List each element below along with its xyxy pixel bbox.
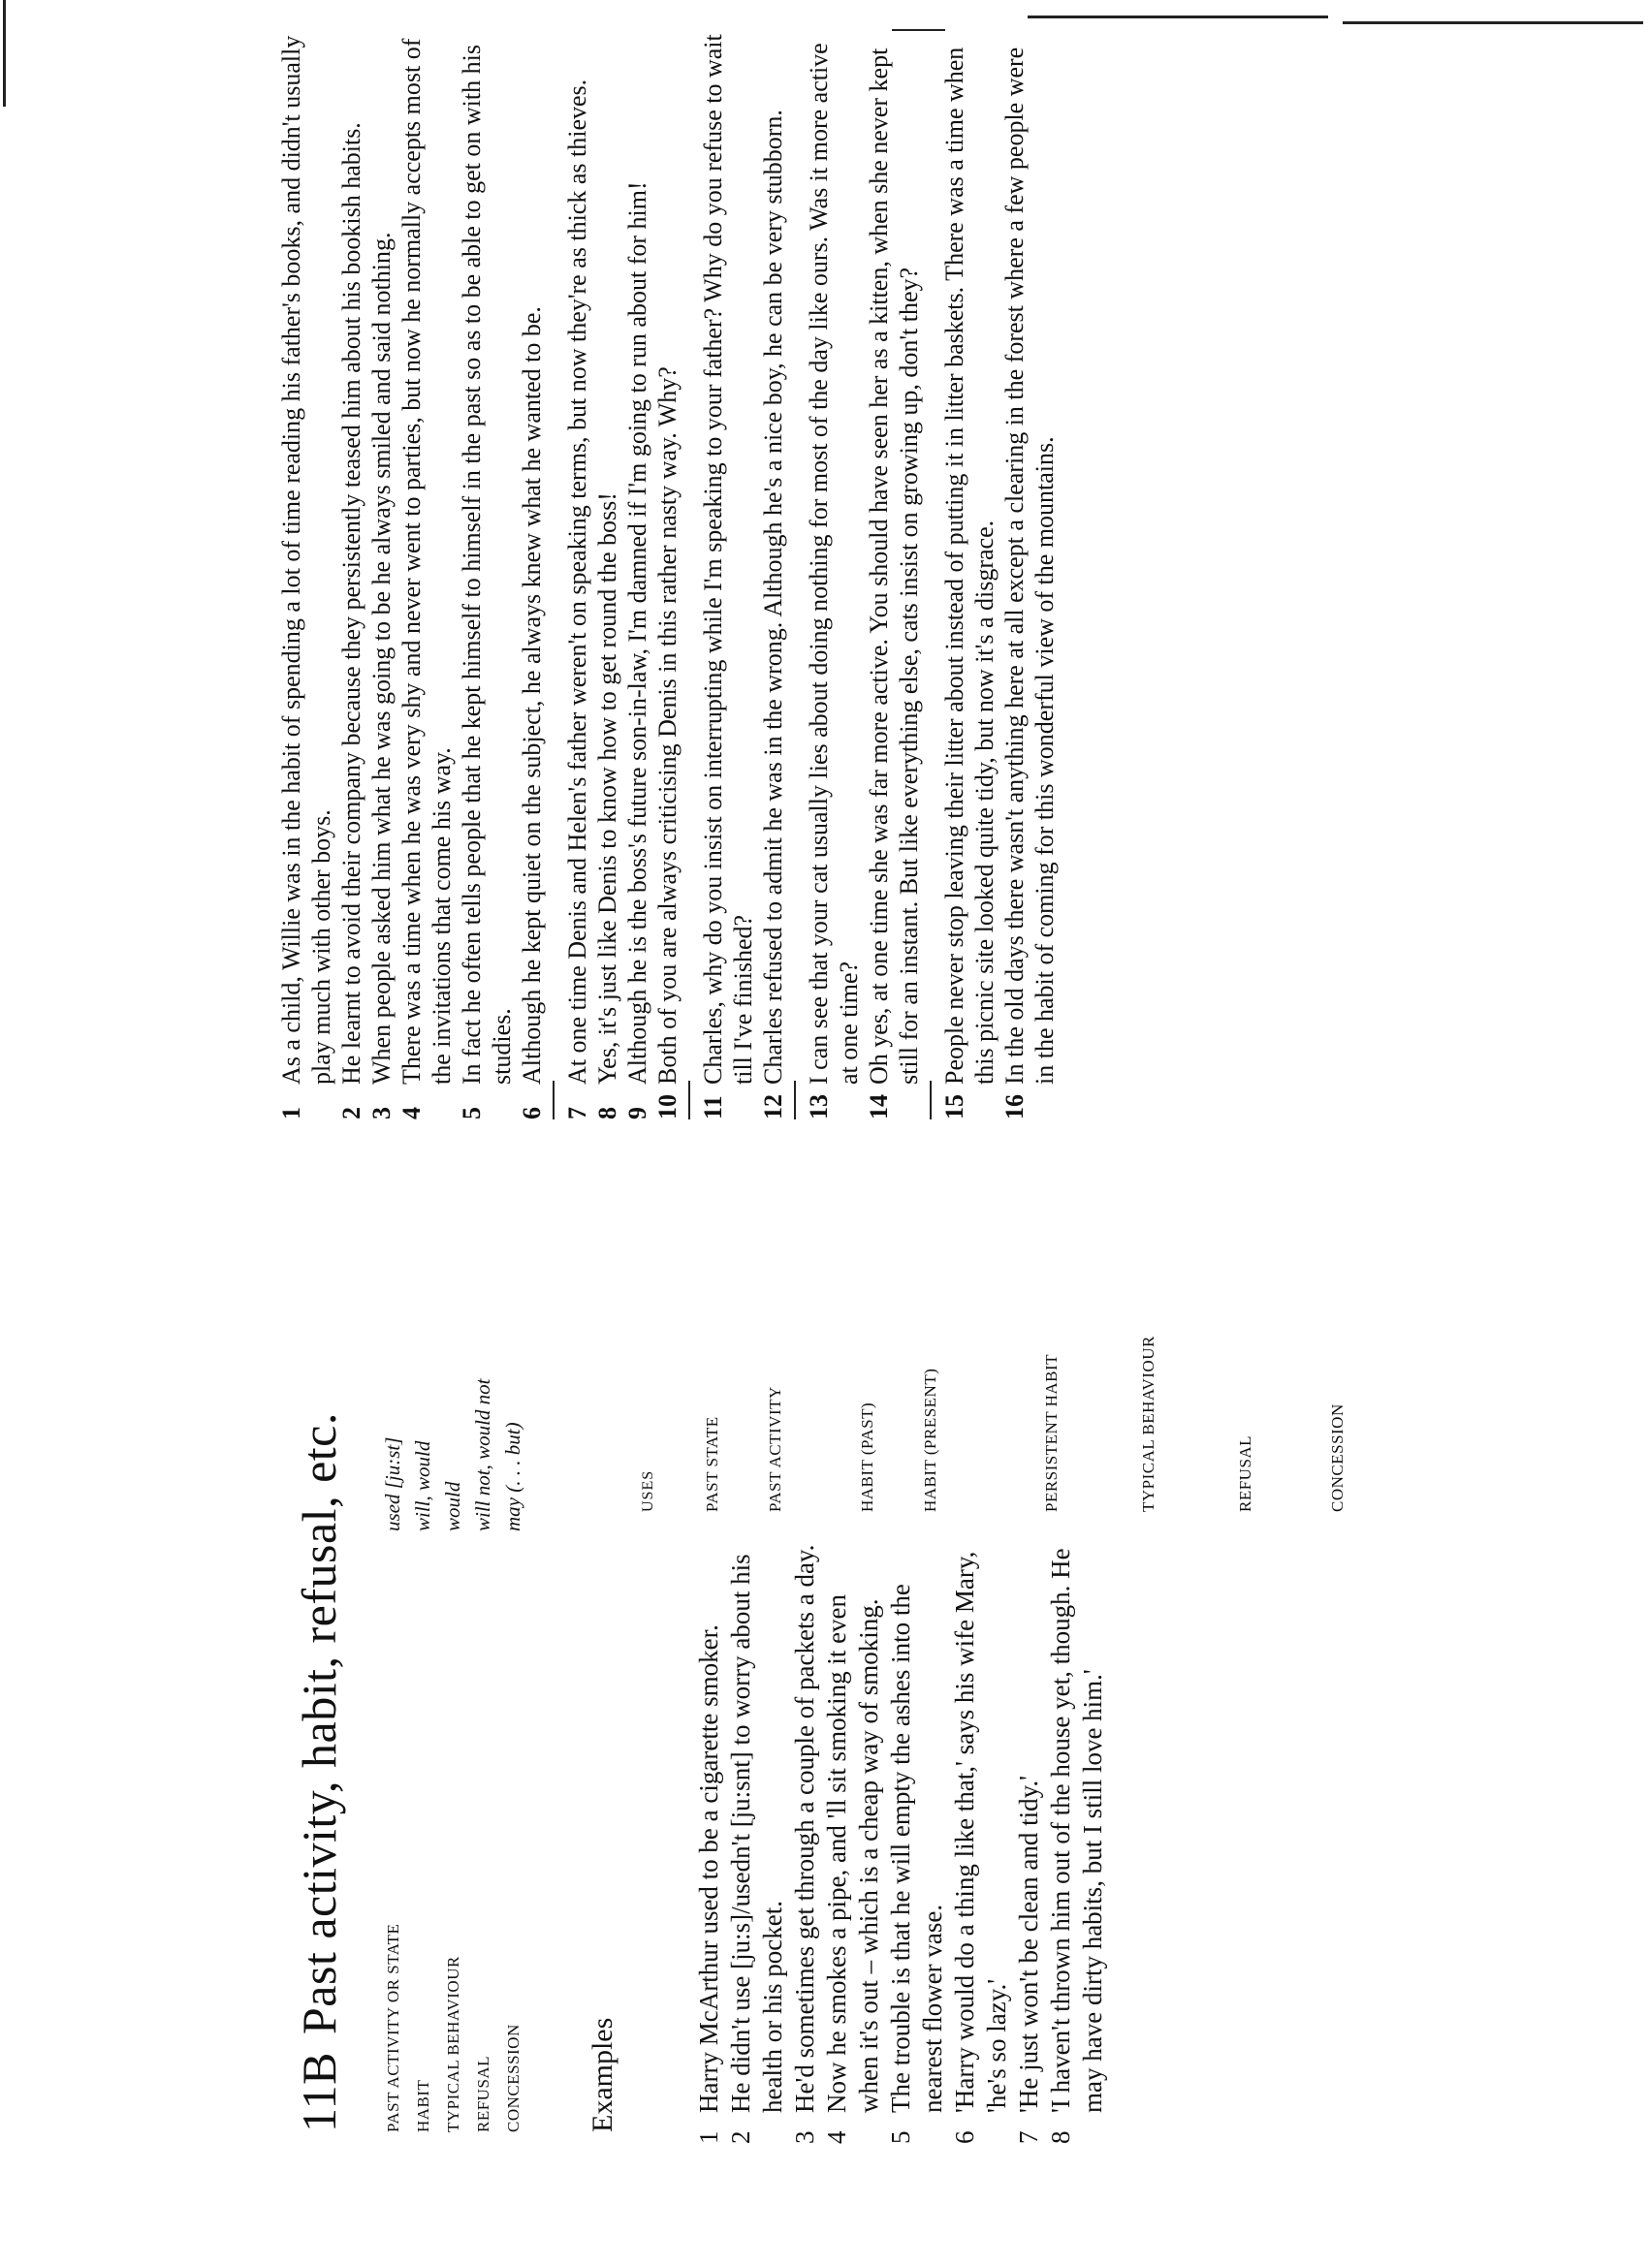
sentence-text: Although he kept quiet on the subject, he always knew what he wanted to be.	[518, 306, 546, 1085]
sentence-item	[864, 34, 924, 1119]
sentence-number: 13	[805, 1094, 833, 1119]
section-divider	[930, 1081, 932, 1119]
example-number: 1	[694, 2130, 723, 2144]
sentence-text: Both of you are always criticising Denis in this rather nasty way. Why?	[653, 366, 682, 1085]
example-item	[949, 1543, 1013, 2144]
example-item	[725, 1543, 789, 2144]
summary-label: REFUSAL	[474, 2055, 492, 2132]
sentence-number: 7	[563, 1107, 591, 1119]
example-text: Harry McArthur used to be a cigarette smoker.	[694, 1624, 723, 2113]
sentence-number: 2	[337, 1107, 365, 1119]
section-divider	[794, 1081, 796, 1119]
sentence-text: In fact he often tells people that he kept himself to himself in the past so as to be able to get on with his studies.	[458, 45, 516, 1085]
example-text: Now he smokes a pipe, and 'll sit smoking it even when it's out – which is a cheap way of smoking.	[822, 1593, 883, 2113]
sentence-number: 9	[623, 1107, 651, 1119]
sentence-number: 11	[699, 1095, 727, 1119]
sentence-item	[804, 34, 864, 1119]
sentence-item	[276, 34, 336, 1119]
summary-form: will not, would not	[471, 1378, 494, 1531]
example-text: The trouble is that he will empty the ashes into the nearest flower vase.	[886, 1584, 947, 2113]
example-number: 2	[726, 2130, 755, 2144]
sentence-text: Charles, why do you insist on interrupting while I'm speaking to your father? Why do you refuse to wait till I've finished?	[699, 34, 757, 1085]
summary-form: may (. . . but)	[501, 1422, 524, 1531]
sentence-text: I can see that your cat usually lies about doing nothing for most of the day like ours. Was it more active at one time?	[805, 43, 863, 1085]
example-text: 'He just won't be clean and tidy.'	[1014, 1775, 1043, 2113]
sentence-number: 4	[397, 1107, 426, 1119]
use-label: TYPICAL BEHAVIOUR	[1139, 1336, 1157, 1512]
sentence-number: 10	[653, 1094, 682, 1119]
use-label: HABIT (PRESENT)	[921, 1368, 939, 1512]
use-label: PAST ACTIVITY	[766, 1386, 784, 1512]
sentence-number: 8	[593, 1107, 621, 1119]
sentence-item	[457, 34, 517, 1119]
sentence-text: He learnt to avoid their company because they persistently teased him about his bookish habits.	[337, 122, 365, 1085]
use-label: REFUSAL	[1236, 1434, 1254, 1512]
unit-number: 11B	[292, 2052, 346, 2132]
sentence-number: 3	[367, 1107, 396, 1119]
example-number: 8	[1046, 2130, 1075, 2144]
example-number: 6	[950, 2130, 979, 2144]
unit-title: Past activity, habit, refusal, etc.	[292, 1412, 346, 2034]
example-item	[693, 1543, 725, 2144]
example-text: He'd sometimes get through a couple of packets a day.	[790, 1544, 819, 2113]
sentence-item	[698, 34, 758, 1119]
sentence-item	[622, 34, 652, 1119]
sentence-item	[592, 34, 622, 1119]
sentence-item	[562, 34, 592, 1119]
use-label: PAST STATE	[703, 1416, 721, 1512]
sentence-text: People never stop leaving their litter about instead of putting it in litter baskets. There was a time when this picnic site looked quite tidy, but now it's a disgrace.	[940, 47, 999, 1085]
sentence-number: 6	[518, 1107, 546, 1119]
example-number: 3	[790, 2130, 819, 2144]
sentence-number: 16	[1000, 1094, 1029, 1119]
section-divider	[553, 1081, 555, 1119]
sentence-text: Although he is the boss's future son-in-law, I'm damned if I'm going to run about for him!	[623, 181, 651, 1085]
examples-list	[693, 1543, 1109, 2144]
summary-form: will, would	[411, 1440, 434, 1531]
sentence-text: Oh yes, at one time she was far more active. You should have seen her as a kitten, when she never kept still for an instant. But like everything else, cats insist on growing up, don't they?	[865, 47, 923, 1085]
sentence-number: 1	[277, 1107, 305, 1119]
summary-labels	[378, 1924, 528, 2132]
example-item	[1045, 1543, 1109, 2144]
sentence-text: As a child, Willie was in the habit of spending a lot of time reading his father's books, and didn't usually play much with other boys.	[277, 35, 335, 1085]
example-text: 'Harry would do a thing like that,' says his wife Mary, 'he's so lazy.'	[950, 1551, 1011, 2113]
use-label: CONCESSION	[1328, 1403, 1347, 1512]
exercise-sentences	[276, 34, 1060, 1119]
summary-form: used [ju:st]	[381, 1436, 404, 1531]
summary-forms	[378, 1378, 528, 1531]
sentence-text: Yes, it's just like Denis to know how to get round the boss!	[593, 492, 621, 1085]
example-item	[821, 1543, 885, 2144]
sentence-item	[336, 34, 366, 1119]
example-item	[789, 1543, 821, 2144]
example-text: 'I haven't thrown him out of the house yet, though. He may have dirty habits, but I still love him.'	[1046, 1548, 1107, 2113]
sentence-item	[517, 34, 547, 1119]
use-label: PERSISTENT HABIT	[1042, 1353, 1061, 1512]
sentence-number: 15	[940, 1094, 968, 1119]
example-item	[1013, 1543, 1045, 2144]
examples-heading: Examples	[587, 2017, 618, 2132]
sentence-number: 5	[458, 1107, 486, 1119]
example-item	[885, 1543, 949, 2144]
summary-label: PAST ACTIVITY OR STATE	[384, 1923, 402, 2132]
example-text: He didn't use [ju:s]/usedn't [ju:snt] to worry about his health or his pocket.	[726, 1554, 787, 2113]
sentence-item	[366, 34, 396, 1119]
sentence-text: Charles refused to admit he was in the wrong. Although he's a nice boy, he can be very stubborn.	[759, 110, 787, 1085]
sentence-text: At one time Denis and Helen's father weren't on speaking terms, but now they're as thick as thieves.	[563, 79, 591, 1085]
sentence-text: In the old days there wasn't anything here at all except a clearing in the forest where a few people were in the habit of coming for this wonderful view of the mountains.	[1000, 47, 1059, 1085]
sentence-item	[396, 34, 457, 1119]
sentence-item	[758, 34, 788, 1119]
sentence-item	[652, 34, 682, 1119]
use-label: HABIT (PAST)	[858, 1402, 876, 1512]
summary-form: would	[441, 1481, 464, 1531]
sentence-item	[999, 34, 1060, 1119]
example-number: 5	[886, 2130, 915, 2144]
sentence-text: When people asked him what he was going to be he always smiled and said nothing.	[367, 232, 396, 1085]
section-divider	[688, 1081, 690, 1119]
summary-label: TYPICAL BEHAVIOUR	[444, 1956, 462, 2132]
example-number: 7	[1014, 2130, 1043, 2144]
sentence-item	[939, 34, 999, 1119]
sentence-number: 14	[865, 1094, 893, 1119]
sentence-text: There was a time when he was very shy and never went to parties, but now he normally accepts most of the invitations that come his way.	[397, 38, 456, 1085]
summary-label: CONCESSION	[504, 2024, 523, 2132]
uses-heading: USES	[640, 1469, 656, 1512]
summary-label: HABIT	[414, 2079, 432, 2132]
sentence-number: 12	[759, 1094, 787, 1119]
page-title	[291, 1412, 347, 2132]
example-number: 4	[822, 2130, 851, 2144]
